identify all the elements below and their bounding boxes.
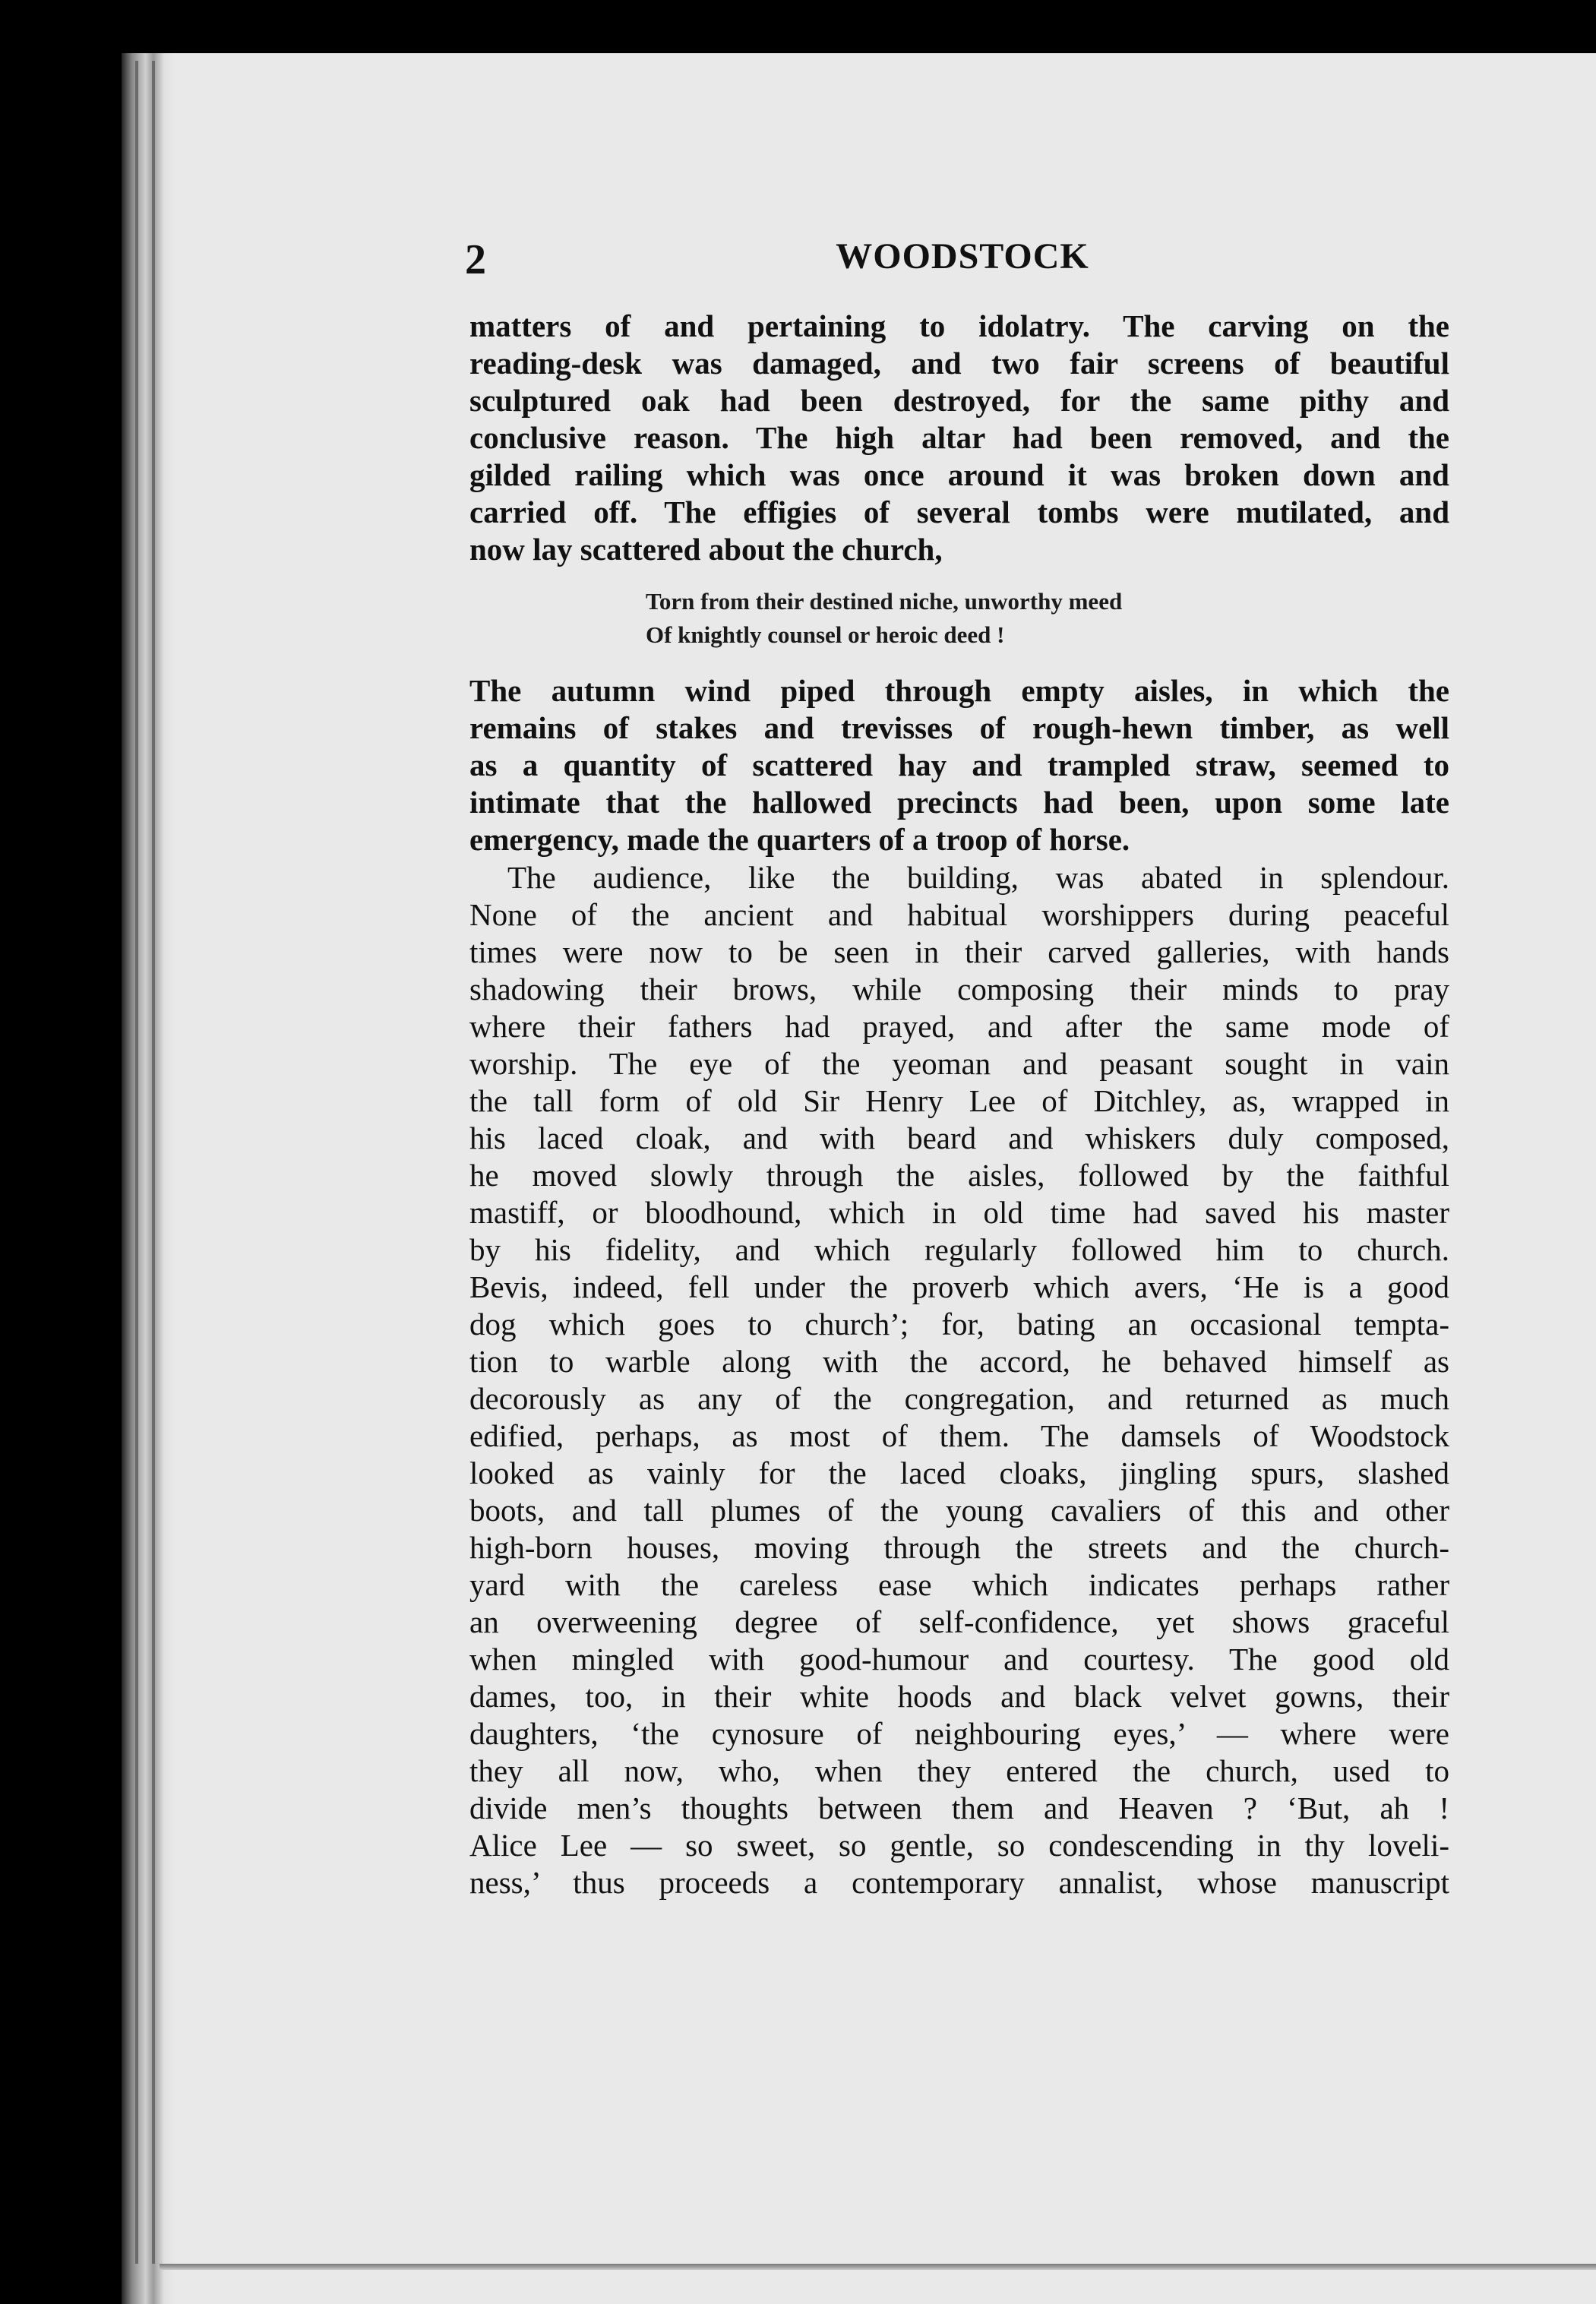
text-line: where their fathers had prayed, and after the same mode of — [469, 1009, 1449, 1044]
gutter-edge-line — [135, 61, 138, 2264]
text-line: his laced cloak, and with beard and whiskers duly composed, — [469, 1120, 1449, 1155]
text-line: gilded railing which was once around it was broken down and — [469, 457, 1449, 492]
paragraph-1 — [469, 308, 1449, 568]
text-line: when mingled with good-humour and courtesy. The good old — [469, 1642, 1449, 1677]
text-line: now lay scattered about the church, — [469, 532, 943, 567]
text-line: The audience, like the building, was abated in splendour. — [507, 860, 1449, 895]
text-line: conclusive reason. The high altar had been removed, and the — [469, 420, 1449, 455]
text-line: Bevis, indeed, fell under the proverb which avers, ‘He is a good — [469, 1269, 1449, 1304]
text-line: tion to warble along with the accord, he behaved himself as — [469, 1344, 1449, 1379]
text-line: sculptured oak had been destroyed, for the same pithy and — [469, 383, 1449, 418]
page-header — [465, 228, 1460, 289]
text-line: worship. The eye of the yeoman and peasant sought in vain — [469, 1046, 1449, 1081]
text-line: as a quantity of scattered hay and trampled straw, seemed to — [469, 747, 1449, 782]
text-line: Alice Lee — so sweet, so gentle, so condescending in thy loveli- — [469, 1828, 1449, 1863]
text-line: high-born houses, moving through the streets and the church- — [469, 1530, 1449, 1565]
text-line: dames, too, in their white hoods and black velvet gowns, their — [469, 1679, 1449, 1714]
gutter-edge-line — [152, 61, 155, 2264]
text-line: The autumn wind piped through empty aisles, in which the — [469, 673, 1449, 708]
text-line: None of the ancient and habitual worshippers during peaceful — [469, 897, 1449, 932]
text-line: boots, and tall plumes of the young cavaliers of this and other — [469, 1493, 1449, 1528]
text-line: intimate that the hallowed precincts had been, upon some late — [469, 785, 1449, 820]
text-line: an overweening degree of self-confidence, yet shows graceful — [469, 1604, 1449, 1639]
text-line: ness,’ thus proceeds a contemporary annalist, whose manuscript — [469, 1865, 1449, 1900]
page-bottom-edge — [160, 2264, 1596, 2270]
text-line: the tall form of old Sir Henry Lee of Ditchley, as, wrapped in — [469, 1083, 1449, 1118]
verse-line: Of knightly counsel or heroic deed ! — [646, 621, 1005, 648]
text-line: mastiff, or bloodhound, which in old time had saved his master — [469, 1195, 1449, 1230]
paragraph-3 — [469, 859, 1449, 1901]
text-line: carried off. The effigies of several tombs were mutilated, and — [469, 495, 1449, 529]
text-line: daughters, ‘the cynosure of neighbouring eyes,’ — where were — [469, 1716, 1449, 1751]
text-line: he moved slowly through the aisles, followed by the faithful — [469, 1158, 1449, 1193]
text-line: edified, perhaps, as most of them. The damsels of Woodstock — [469, 1418, 1449, 1453]
text-line: by his fidelity, and which regularly followed him to church. — [469, 1232, 1449, 1267]
verse-line: Torn from their destined niche, unworthy meed — [646, 588, 1123, 615]
text-line: shadowing their brows, while composing their minds to pray — [469, 972, 1449, 1007]
text-line: emergency, made the quarters of a troop of horse. — [469, 822, 1130, 857]
page-number: 2 — [465, 236, 486, 283]
text-line: looked as vainly for the laced cloaks, jingling spurs, slashed — [469, 1455, 1449, 1490]
book-gutter — [122, 53, 175, 2304]
text-line: matters of and pertaining to idolatry. The carving on the — [469, 308, 1449, 343]
text-line: they all now, who, when they entered the church, used to — [469, 1753, 1449, 1788]
text-line: reading-desk was damaged, and two fair screens of beautiful — [469, 346, 1449, 381]
text-line: dog which goes to church’; for, bating an occasional tempta- — [469, 1307, 1449, 1342]
verse-quotation — [646, 585, 1329, 652]
paragraph-2 — [469, 672, 1449, 858]
text-line: decorously as any of the congregation, and returned as much — [469, 1381, 1449, 1416]
text-line: remains of stakes and trevisses of rough-hewn timber, as well — [469, 710, 1449, 745]
text-line: divide men’s thoughts between them and Heaven ? ‘But, ah ! — [469, 1790, 1449, 1825]
text-line: times were now to be seen in their carved galleries, with hands — [469, 934, 1449, 969]
text-line: yard with the careless ease which indicates perhaps rather — [469, 1567, 1449, 1602]
running-title: WOODSTOCK — [836, 236, 1089, 277]
